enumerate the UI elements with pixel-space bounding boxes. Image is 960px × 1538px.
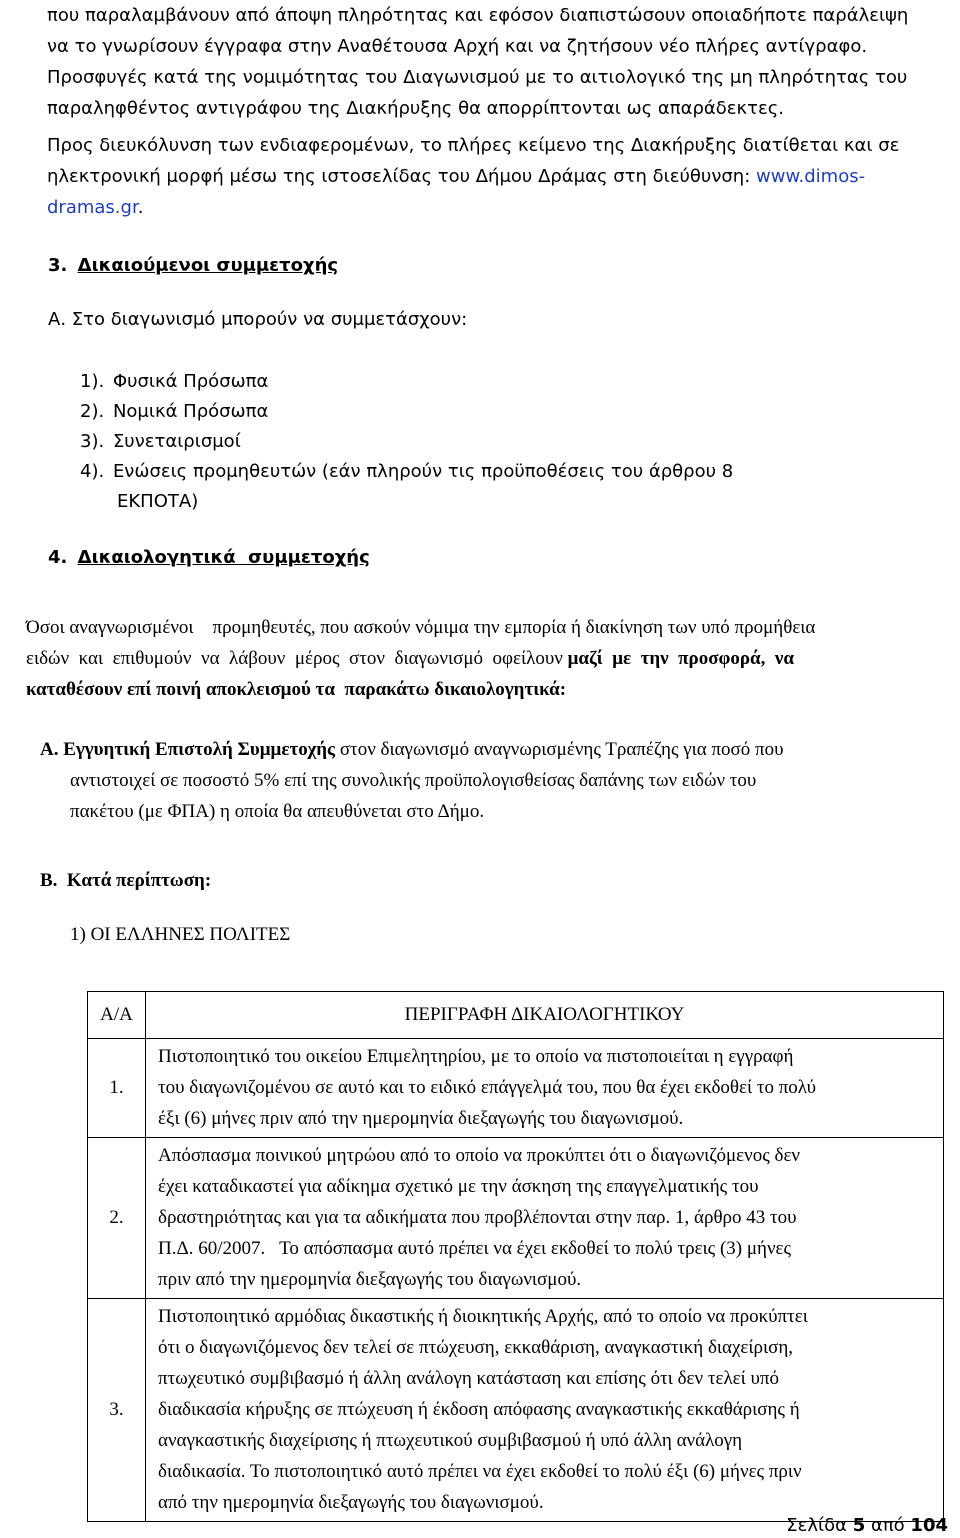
section-number: 3. <box>48 255 68 276</box>
list-text: Συνεταιρισμοί <box>112 431 241 452</box>
website-link-cont[interactable]: dramas.gr <box>47 197 138 218</box>
page-footer <box>786 1515 948 1536</box>
website-paragraph <box>47 130 951 223</box>
list-text: Ενώσεις προμηθευτών (εάν πληρούν τις προϋποθέσεις του άρθρου 8 <box>112 461 734 482</box>
footer-separator: από <box>865 1515 911 1536</box>
participant-list <box>80 367 733 517</box>
website-text: ηλεκτρονική μορφή μέσω της ιστοσελίδας του Δήμου Δράμας στη διεύθυνση: <box>47 166 756 187</box>
column-header-number: Α/Α <box>88 992 146 1039</box>
description-line: Πιστοποιητικό αρμόδιας δικαστικής ή διοικητικής Αρχής, από το οποίο να προκύπτει <box>158 1306 808 1327</box>
section-number: 4. <box>48 547 68 568</box>
list-item <box>80 427 733 457</box>
list-number: 2). <box>80 401 105 422</box>
description-line: από την ημερομηνία διεξαγωγής του διαγωνισμού. <box>158 1492 544 1513</box>
website-line <box>47 192 951 223</box>
table-row <box>88 1039 944 1138</box>
paragraph-line: πακέτου (με ΦΠΑ) η οποία θα απευθύνεται στο Δήμο. <box>70 801 485 822</box>
description-line: ότι ο διαγωνιζόμενος δεν τελεί σε πτώχευση, εκκαθάριση, αναγκαστική διαχείριση, <box>158 1337 794 1358</box>
row-number: 3. <box>88 1299 146 1522</box>
row-description <box>146 1039 944 1138</box>
table-row <box>88 1299 944 1522</box>
description-line: διαδικασία κήρυξης σε πτώχευση ή έκδοση απόφασης αναγκαστικής εκκαθάρισης ή <box>158 1399 800 1420</box>
paragraph-emphasis: μαζί με την προσφορά, να <box>567 648 795 669</box>
guarantee-title: Α. Εγγυητική Επιστολή Συμμετοχής <box>40 739 336 760</box>
list-text: Φυσικά Πρόσωπα <box>112 371 269 392</box>
description-line: διαδικασία. Το πιστοποιητικό αυτό πρέπει να έχει εκδοθεί το πολύ έξι (6) μήνες πριν <box>158 1461 802 1482</box>
paragraph-line <box>26 674 951 705</box>
description-line: Π.Δ. 60/2007. Το απόσπασμα αυτό πρέπει να έχει εκδοθεί το πολύ τρεις (3) μήνες <box>158 1238 792 1259</box>
section-3-subheading: Α. Στο διαγωνισμό μπορούν να συμμετάσχουν: <box>48 309 468 330</box>
intro-paragraph <box>47 0 951 124</box>
description-line: δραστηριότητας και για τα αδικήματα που προβλέπονται στην παρ. 1, άρθρο 43 του <box>158 1207 797 1228</box>
paragraph-line: Όσοι αναγνωρισμένοι προμηθευτές, που ασκούν νόμιμα την εμπορία ή διακίνηση των υπό προμήθεια <box>26 617 816 638</box>
description-line: έξι (6) μήνες πριν από την ημερομηνία διεξαγωγής του διαγωνισμού. <box>158 1108 684 1129</box>
case-heading: Β. Κατά περίπτωση: <box>40 870 212 891</box>
intro-line: παραληφθέντος αντιγράφου της Διακήρυξης θα απορρίπτονται ως απαράδεκτες. <box>47 98 784 119</box>
page-total: 104 <box>910 1515 948 1536</box>
table-row <box>88 1138 944 1299</box>
list-number: 3). <box>80 431 105 452</box>
description-line: έχει καταδικαστεί για αδίκημα σχετικό με την άσκηση της επαγγελματικής του <box>158 1176 759 1197</box>
page-number: 5 <box>852 1515 866 1536</box>
list-text: Νομικά Πρόσωπα <box>112 401 269 422</box>
paragraph-emphasis: καταθέσουν επί ποινή αποκλεισμού τα παρακάτω δικαιολογητικά: <box>26 679 567 700</box>
description-line: πτωχευτικό συμβιβασμό ή άλλη ανάλογη κατάσταση και επίσης ότι δεν τελεί υπό <box>158 1368 780 1389</box>
row-description <box>146 1299 944 1522</box>
documents-table <box>87 991 944 1522</box>
description-line: αναγκαστικής διαχείρισης ή πτωχευτικού συμβιβασμού ή υπό άλλη ανάλογη <box>158 1430 743 1451</box>
list-item <box>80 397 733 427</box>
list-item-continuation: ΕΚΠΟΤΑ) <box>117 491 199 512</box>
description-line: του διαγωνιζομένου σε αυτό και το ειδικό επάγγελμά του, που θα έχει εκδοθεί το πολύ <box>158 1077 817 1098</box>
period: . <box>137 197 144 218</box>
section-title: Δικαιολογητικά συμμετοχής <box>77 547 370 568</box>
description-line: Πιστοποιητικό του οικείου Επιμελητηρίου, με το οποίο να πιστοποιείται η εγγραφή <box>158 1046 794 1067</box>
greek-citizens-heading: 1) ΟΙ ΕΛΛΗΝΕΣ ΠΟΛΙΤΕΣ <box>70 924 291 945</box>
guarantee-letter-paragraph <box>40 734 952 827</box>
paragraph-line: αντιστοιχεί σε ποσοστό 5% επί της συνολικής προϋπολογισθείσας δαπάνης των ειδών του <box>70 770 757 791</box>
row-number: 2. <box>88 1138 146 1299</box>
intro-line: Προσφυγές κατά της νομιμότητας του Διαγωνισμού με το αιτιολογικό της μη πληρότητας του <box>47 67 908 88</box>
section-4-heading <box>48 547 370 568</box>
column-header-description: ΠΕΡΙΓΡΑΦΗ ΔΙΚΑΙΟΛΟΓΗΤΙΚΟΥ <box>146 992 944 1039</box>
row-description <box>146 1138 944 1299</box>
row-number: 1. <box>88 1039 146 1138</box>
paragraph-line <box>40 734 952 765</box>
supporting-documents-paragraph <box>26 612 951 705</box>
footer-label: Σελίδα <box>786 1515 853 1536</box>
website-line: Προς διευκόλυνση των ενδιαφερομένων, το πλήρες κείμενο της Διακήρυξης διατίθεται και σε <box>47 135 900 156</box>
intro-line: να το γνωρίσουν έγγραφα στην Αναθέτουσα Αρχή και να ζητήσουν νέο πλήρες αντίγραφο. <box>47 36 868 57</box>
list-number: 4). <box>80 461 105 482</box>
website-link[interactable]: www.dimos- <box>756 166 866 187</box>
description-line: πριν από την ημερομηνία διεξαγωγής του διαγωνισμού. <box>158 1269 582 1290</box>
description-line: Απόσπασμα ποινικού μητρώου από το οποίο να προκύπτει ότι ο διαγωνιζόμενος δεν <box>158 1145 801 1166</box>
table-header-row <box>88 992 944 1039</box>
paragraph-text: στον διαγωνισμό αναγνωρισμένης Τραπέζης για ποσό που <box>335 739 784 760</box>
list-item <box>80 367 733 397</box>
intro-line: που παραλαμβάνουν από άποψη πληρότητας και εφόσον διαπιστώσουν οποιαδήποτε παράλειψη <box>47 5 909 26</box>
paragraph-text: ειδών και επιθυμούν να λάβουν μέρος στον διαγωνισμό οφείλουν <box>26 648 568 669</box>
list-item <box>80 457 733 487</box>
section-title: Δικαιούμενοι συμμετοχής <box>77 255 339 276</box>
list-number: 1). <box>80 371 105 392</box>
section-3-heading <box>48 255 338 276</box>
paragraph-line <box>26 643 951 674</box>
website-line <box>47 161 951 192</box>
